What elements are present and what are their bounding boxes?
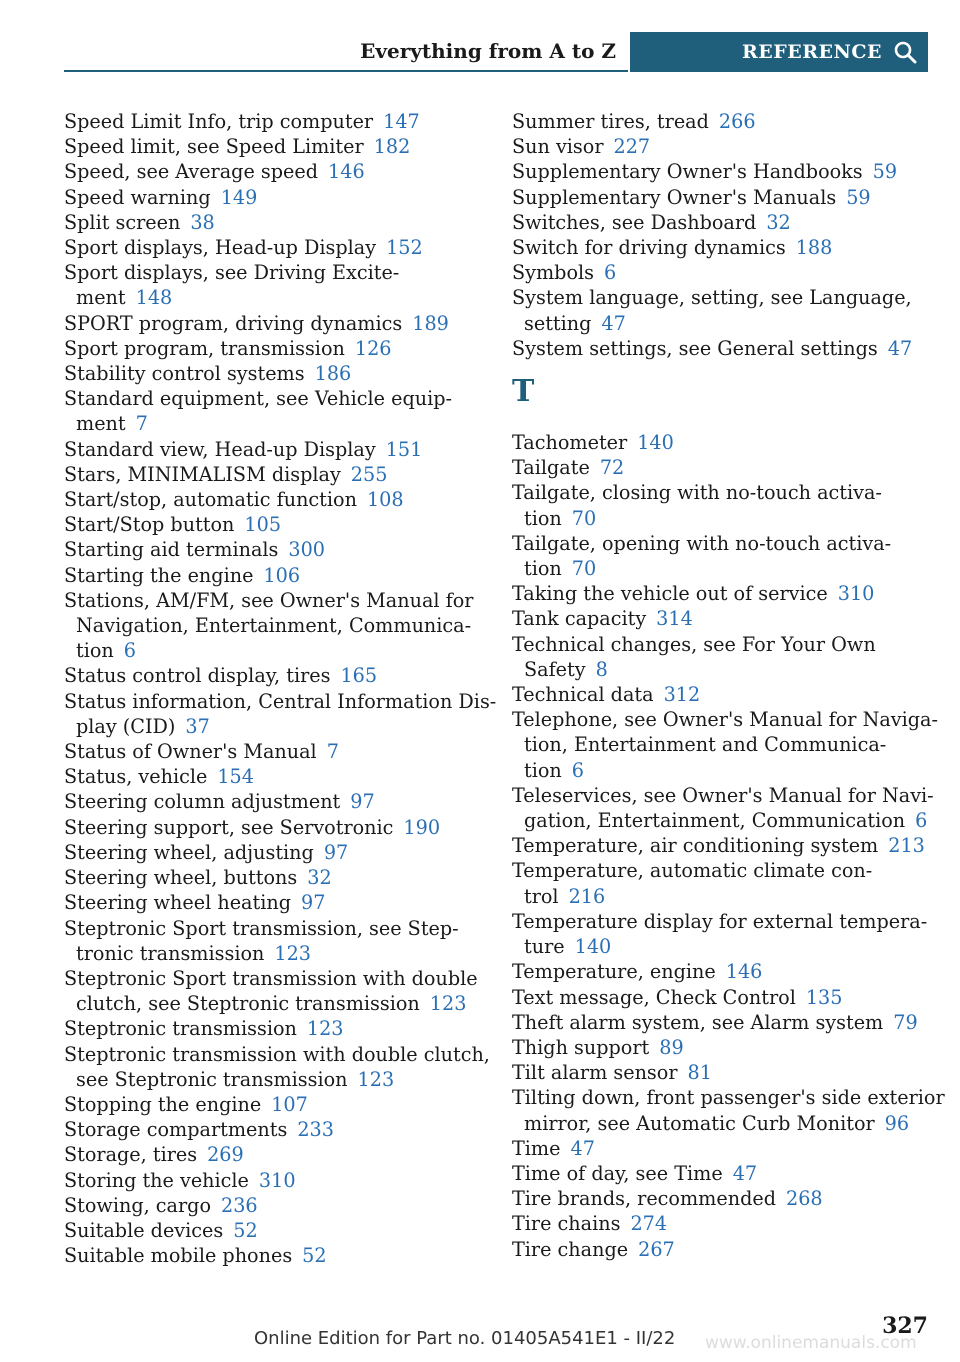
index-entry-text: gation, Entertainment, Communication [524,809,906,833]
index-entry [64,512,484,537]
index-entry-text: Temperature, automatic climate con- [512,859,873,883]
index-entry-text: Speed Limit Info, trip computer [64,110,374,133]
index-entry-text: Split screen [64,210,181,234]
page-link[interactable]: 8 [595,657,608,681]
index-entry-text: Technical data [512,683,654,707]
page-link[interactable]: 97 [323,840,349,864]
page-link[interactable]: 165 [340,664,378,688]
index-entry [64,487,484,512]
index-entry-text: Tire brands, recommended [512,1187,776,1211]
index-section-letter: T [512,374,535,410]
page-link[interactable]: 149 [220,185,258,209]
index-entry [512,1237,932,1262]
index-entry-text: Storage compartments [64,1118,288,1142]
page-link[interactable]: 152 [386,236,423,260]
index-entry-text: Time of day, see Time [512,1161,723,1185]
page-link[interactable]: 72 [599,456,625,480]
index-entry [64,361,484,386]
index-entry [512,336,932,361]
index-entry-text: Speed limit, see Speed Limiter [64,135,364,159]
index-entry-text: Stations, AM/FM, see Owner's Manual for [64,588,474,612]
header-rule [64,70,628,72]
page-link[interactable]: 123 [429,992,467,1016]
index-entry [64,336,484,361]
page-link[interactable]: 186 [314,362,352,386]
index-entry-text: Speed warning [64,185,211,209]
index-entry-text: Suitable mobile phones [64,1244,293,1268]
page-link[interactable]: 38 [190,210,215,234]
page-link[interactable]: 274 [630,1212,668,1236]
page-link[interactable]: 6 [915,809,928,833]
page-link[interactable]: 213 [888,834,925,858]
index-entry-text: Steering wheel heating [64,891,291,915]
index-entry [64,1092,484,1117]
index-entry [64,159,484,184]
page-link[interactable]: 266 [718,110,756,133]
index-entry-text: mirror, see Automatic Curb Monitor [524,1111,875,1135]
index-entry-text: Starting the engine [64,563,254,587]
index-entry [512,210,932,235]
index-entry [64,890,484,915]
page-link[interactable]: 300 [288,538,325,562]
page-link[interactable]: 96 [884,1111,910,1135]
index-group-t [512,430,945,1262]
index-entry-text: Telephone, see Owner's Manual for Naviga- [512,708,938,732]
index-entry-text: tion, Entertainment and Communica- [524,733,887,757]
index-entry-text: tion [524,758,562,782]
index-entry [64,1142,484,1167]
page-link[interactable]: 108 [366,488,404,512]
index-entry-text: Steptronic Sport transmission, see Step- [64,916,459,940]
index-entry [64,1193,484,1218]
index-entry [512,185,932,210]
index-entry [64,1243,484,1268]
page-link[interactable]: 6 [571,758,584,782]
index-entry [512,430,932,455]
page-link[interactable]: 312 [663,683,701,707]
page-link[interactable]: 37 [185,714,210,738]
index-entry-text: Status, vehicle [64,765,208,789]
index-entry-text: Time [512,1136,561,1160]
index-entry [64,815,484,840]
index-entry-text: Start/Stop button [64,513,235,537]
page-link[interactable]: 47 [570,1136,595,1160]
index-entry-text: ture [524,935,565,959]
index-entry-text: play (CID) [76,714,176,738]
index-entry [64,235,484,260]
page-link[interactable]: 97 [300,891,326,915]
index-entry-text: Stars, MINIMALISM display [64,462,341,486]
index-entry [64,840,484,865]
index-entry-text: Start/stop, automatic function [64,488,357,512]
page-link[interactable]: 233 [297,1118,334,1142]
page-link[interactable]: 135 [805,985,843,1009]
index-entry-text: Steering wheel, buttons [64,866,298,890]
index-entry [512,1186,932,1211]
index-entry-text: clutch, see Steptronic transmission [76,992,420,1016]
index-entry-text: Taking the vehicle out of service [512,582,828,606]
page-link[interactable]: 123 [306,1017,344,1041]
index-entry-text: Tank capacity [512,607,647,631]
index-entry-text: ment [76,412,126,436]
index-entry-text: Steptronic Sport transmission with double [64,966,478,990]
index-entry-text: Starting aid terminals [64,538,279,562]
index-entry-text: setting [524,311,592,335]
page-link[interactable]: 6 [604,261,617,285]
index-entry-text: Status control display, tires [64,664,331,688]
index-entry [64,311,484,336]
index-entry-text: Theft alarm system, see Alarm system [512,1010,884,1034]
index-entry-text: Supplementary Owner's Manuals [512,185,837,209]
index-entry [64,1218,484,1243]
index-entry [64,386,484,436]
page-link[interactable]: 148 [135,286,173,310]
index-entry [512,1211,932,1236]
page-link[interactable]: 151 [385,437,423,461]
page-link[interactable]: 267 [638,1237,675,1261]
page-link[interactable]: 314 [656,607,693,631]
index-entry [64,966,484,1016]
page-link[interactable]: 310 [837,582,875,606]
index-entry [64,134,484,159]
page-link[interactable]: 140 [574,935,612,959]
index-entry-text: Sport program, transmission [64,336,345,360]
index-entry-text: Navigation, Entertainment, Communica- [76,614,472,638]
index-entry-text: Sun visor [512,135,604,159]
page-link[interactable]: 97 [350,790,375,814]
index-entry [512,260,932,285]
page-link[interactable]: 32 [307,866,332,890]
page-link[interactable]: 268 [786,1187,823,1211]
index-entry-text: Steptronic transmission [64,1017,297,1041]
index-entry [512,1085,945,1135]
index-entry-text: ment [76,286,126,310]
page-link[interactable]: 70 [571,506,597,530]
index-entry-text: Temperature, engine [512,960,716,984]
index-entry-text: Speed, see Average speed [64,160,319,184]
index-entry [512,1060,932,1085]
page-link[interactable]: 47 [732,1161,758,1185]
page-link[interactable]: 6 [123,639,136,663]
index-entry [512,285,932,335]
index-entry [64,563,484,588]
index-group-s-continued [512,109,932,361]
index-entry-text: Technical changes, see For Your Own [512,632,876,656]
index-entry-text: Standard view, Head-up Display [64,437,376,461]
index-entry-text: Temperature display for external tempera- [512,909,928,933]
index-entry [64,588,484,664]
index-entry [64,537,484,562]
index-entry-text: Storage, tires [64,1143,198,1167]
page-header [64,32,928,72]
page-link[interactable]: 105 [244,513,282,537]
index-entry-text: Sport displays, Head-up Display [64,236,377,260]
index-entry-text: Stopping the engine [64,1092,262,1116]
index-entry [64,764,484,789]
page-link[interactable]: 123 [357,1067,395,1091]
index-entry [512,159,932,184]
index-entry-text: Steering wheel, adjusting [64,840,314,864]
index-entry [512,134,932,159]
index-column-right [512,109,945,1262]
index-entry-text: Steptronic transmission with double clutch, [64,1042,490,1066]
index-entry-text: Steering column adjustment [64,790,341,814]
index-entry-text: Tailgate, opening with no-touch activa- [512,531,892,555]
page-link[interactable]: 52 [233,1218,258,1242]
page-link[interactable]: 189 [412,311,449,335]
index-entry-text: tronic transmission [76,941,265,965]
index-entry [512,909,932,959]
index-entry-text: Summer tires, tread [512,110,709,133]
index-entry [512,1136,932,1161]
page-link[interactable]: 182 [373,135,411,159]
index-entry-text: Tilting down, front passenger's side exterior [512,1086,945,1110]
index-entry-text: Tailgate [512,456,590,480]
page-link[interactable]: 190 [403,815,441,839]
page-link[interactable]: 59 [846,185,871,209]
index-entry [512,1010,932,1035]
page-link[interactable]: 255 [350,462,388,486]
page-link[interactable]: 32 [766,210,791,234]
index-entry [512,783,932,833]
index-entry [512,707,938,783]
index-entry-text: Switches, see Dashboard [512,210,757,234]
page-link[interactable]: 47 [887,336,913,360]
page-link[interactable]: 89 [659,1035,684,1059]
index-entry-text: Tire chains [512,1212,621,1236]
index-entry-text: System language, setting, see Language, [512,286,912,310]
reference-tab[interactable] [630,32,928,72]
index-entry-text: Status information, Central Information Dis- [64,689,497,713]
index-entry-text: Storing the vehicle [64,1168,249,1192]
index-entry [512,235,932,260]
index-entry [64,916,484,966]
magnifier-icon[interactable] [892,39,918,65]
page-link[interactable]: 7 [135,412,148,436]
page-link[interactable]: 140 [637,431,674,455]
index-entry-text: Symbols [512,261,594,285]
index-entry-text: Safety [524,657,586,681]
page-link[interactable]: 7 [326,740,339,764]
page-link[interactable]: 227 [613,135,651,159]
index-entry-text: Sport displays, see Driving Excite- [64,261,400,285]
index-entry [64,663,484,688]
page-link[interactable]: 123 [274,941,311,965]
page-link[interactable]: 236 [221,1193,258,1217]
index-entry-text: Switch for driving dynamics [512,236,786,260]
index-entry [512,959,932,984]
index-entry-text: SPORT program, driving dynamics [64,311,403,335]
index-entry-text: tion [524,506,562,530]
page-link[interactable]: 126 [354,336,392,360]
page-link[interactable]: 269 [207,1143,244,1167]
index-entry [64,1117,484,1142]
index-entry [512,985,932,1010]
index-entry-text: Teleservices, see Owner's Manual for Navi- [512,783,934,807]
index-entry [512,455,932,480]
index-entry [64,462,484,487]
watermark: www.onlinemanuals.com [705,1333,917,1353]
index-entry [512,858,932,908]
index-entry-text: Text message, Check Control [512,985,796,1009]
index-entry [512,531,932,581]
index-entry [64,1016,484,1041]
index-entry-text: Status of Owner's Manual [64,740,317,764]
index-entry-text: tion [524,557,562,581]
page-link[interactable]: 81 [687,1061,712,1085]
page-link[interactable]: 310 [258,1168,296,1192]
index-entry [64,437,484,462]
page-link[interactable]: 47 [601,311,626,335]
index-entry [512,1161,932,1186]
index-entry-text: Supplementary Owner's Handbooks [512,160,863,184]
index-entry-text: Tilt alarm sensor [512,1061,678,1085]
index-entry-text: Suitable devices [64,1218,224,1242]
index-entry [64,260,484,310]
index-entry [64,689,497,739]
index-entry [64,739,484,764]
section-title: Everything from A to Z [360,39,616,63]
index-entry-text: Stowing, cargo [64,1193,211,1217]
page-link[interactable]: 216 [568,884,606,908]
index-entry [64,1042,490,1092]
index-entry-text: Thigh support [512,1035,650,1059]
page-link[interactable]: 147 [383,110,420,133]
index-entry [64,789,484,814]
page-link[interactable]: 107 [271,1092,308,1116]
page-link[interactable]: 146 [725,960,763,984]
footer-edition: Online Edition for Part no. 01405A541E1 - II/22 [254,1328,676,1349]
index-entry [512,1035,932,1060]
index-entry [64,1168,484,1193]
index-entry [64,210,484,235]
index-entry [512,109,932,134]
page-link[interactable]: 79 [893,1010,918,1034]
index-entry [512,682,932,707]
index-entry [512,480,932,530]
index-entry [512,632,932,682]
index-entry [64,185,484,210]
index-entry [512,606,932,631]
index-entry-text: Tailgate, closing with no-touch activa- [512,481,882,505]
index-entry-text: Tire change [512,1237,629,1261]
index-entry-text: Temperature, air conditioning system [512,834,879,858]
page-link[interactable]: 188 [795,236,833,260]
index-column-left [64,109,497,1268]
index-entry-text: see Steptronic transmission [76,1067,348,1091]
index-entry [512,581,932,606]
index-entry [64,109,484,134]
page-number: 327 [882,1313,928,1339]
index-entry-text: System settings, see General settings [512,336,878,360]
index-entry-text: Steering support, see Servotronic [64,815,394,839]
index-entry-text: trol [524,884,559,908]
page-link[interactable]: 59 [872,160,898,184]
index-entry-text: Stability control systems [64,362,305,386]
index-entry [64,865,484,890]
page-link[interactable]: 106 [263,563,301,587]
index-entry [512,833,932,858]
page-link[interactable]: 70 [571,557,597,581]
page-link[interactable]: 146 [328,160,365,184]
index-entry-text: tion [76,639,114,663]
page-link[interactable]: 52 [302,1244,327,1268]
index-entry-text: Standard equipment, see Vehicle equip- [64,387,452,411]
index-entry-text: Tachometer [512,431,628,455]
reference-tab-label: REFERENCE [742,41,882,63]
page-link[interactable]: 154 [217,765,254,789]
